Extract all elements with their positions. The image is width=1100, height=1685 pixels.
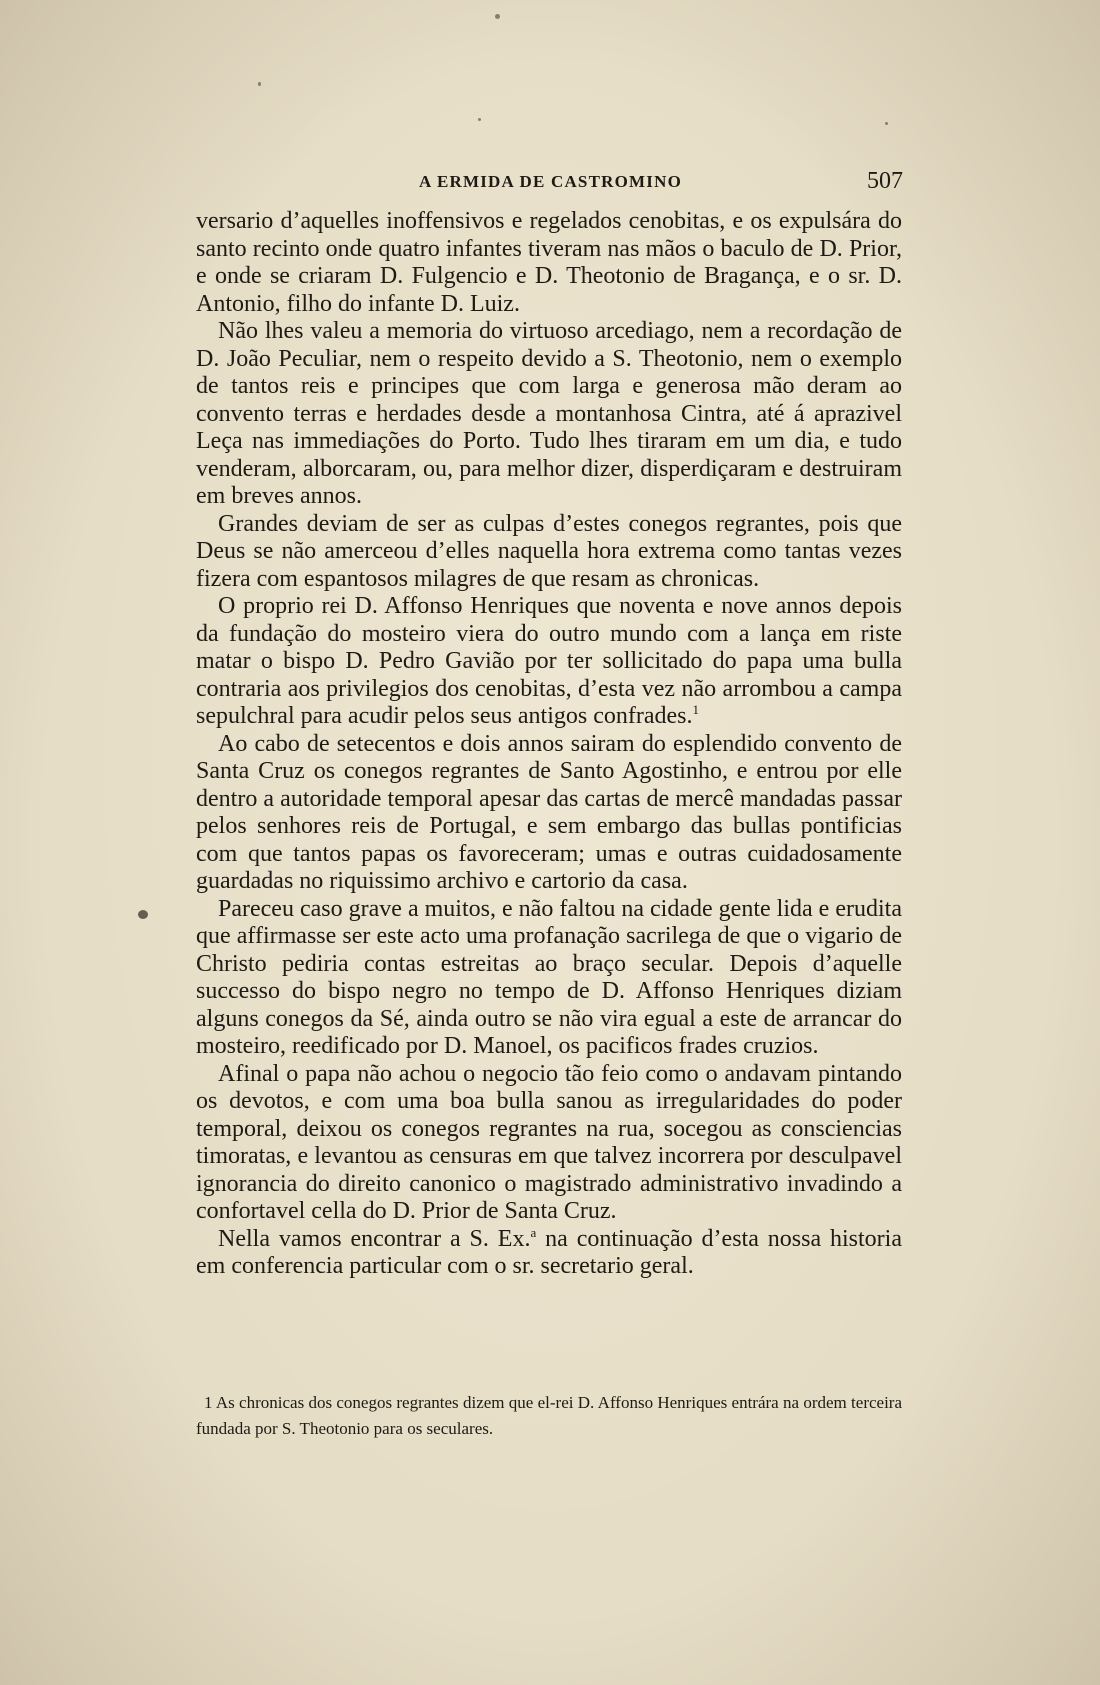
footnote — [196, 1390, 902, 1442]
paper-speck — [138, 910, 148, 919]
page-header — [198, 168, 903, 198]
paragraph: Ao cabo de setecentos e dois annos sairam do esplendido convento de Santa Cruz os conegos regrantes de Santo Agostinho, e entrou por elle dentro a autoridade temporal apesar das cartas de mercê mandadas passar pelos senhores reis de Portugal, e sem embargo das bullas pontificias com que tantos papas os favoreceram; umas e outras cuidadosamente guardadas no riquissimo archivo e cartorio da casa. — [196, 730, 902, 894]
paragraph-text: Nella vamos encontrar a S. Ex. — [218, 1225, 531, 1252]
paper-speck — [258, 82, 261, 86]
running-head: A ERMIDA DE CASTROMINO — [418, 172, 682, 191]
paragraph: Não lhes valeu a memoria do virtuoso arcediago, nem a recordação de D. João Peculiar, nem o respeito devido a S. Theotonio, nem o exemplo de tantos reis e principes que com larga e generosa mão deram ao convento terras e herdades desde a montanhosa Cintra, até á aprazivel Leça nas immediações do Porto. Tudo lhes tiraram em um dia, e tudo venderam, alborcaram, ou, para melhor dizer, disperdiçaram e destruiram em breves annos. — [196, 318, 902, 509]
page-number: 507 — [867, 168, 903, 194]
paper-speck — [885, 122, 888, 125]
paper-speck — [478, 118, 481, 121]
paragraph — [196, 1226, 902, 1281]
paragraph: Grandes deviam de ser as culpas d’estes conegos regrantes, pois que Deus se não amerceou d’elles naquella hora extrema como tantas vezes fizera com espantosos milagres de que resam as chronicas. — [196, 510, 902, 592]
footnote-reference: 1 — [692, 702, 699, 717]
paragraph-text: na continuação d’esta nossa historia em conferencia particular com o sr. secretario geral. — [196, 1225, 902, 1279]
paragraph: Pareceu caso grave a muitos, e não faltou na cidade gente lida e erudita que affirmasse ser este acto uma profanação sacrilega de que o vigario de Christo pediria contas estreitas ao braço secular. Depois d’aquelle successo do bispo negro no tempo de D. Affonso Henriques diziam alguns conegos da Sé, ainda outro se não vira egual a este de arrancar do mosteiro, reedificado por D. Manoel, os pacificos frades cruzios. — [196, 895, 902, 1059]
footnote-text: As chronicas dos conegos regrantes dizem que el-rei D. Affonso Henriques entrára na ordem terceira fundada por S. Theotonio para os seculares. — [196, 1393, 903, 1438]
paragraph-text: O proprio rei D. Affonso Henriques que noventa e nove annos depois da fundação do mosteiro viera do outro mundo com a lança em riste matar o bispo D. Pedro Gavião por ter sollicitado do papa uma bulla contraria aos privilegios dos cenobitas, d’esta vez não arrombou a campa sepulchral para acudir pelos seus antigos confrades. — [196, 593, 902, 729]
paragraph: Afinal o papa não achou o negocio tão feio como o andavam pintando os devotos, e com uma boa bulla sanou as irregularidades do poder temporal, deixou os conegos regrantes na rua, socegou as consciencias timoratas, e levantou as censuras em que talvez incorrera por desculpavel ignorancia do direito canonico o magistrado administrativo invadindo a confortavel cella do D. Prior de Santa Cruz. — [196, 1060, 902, 1224]
footnote-marker: 1 — [204, 1393, 213, 1412]
superscript-abbreviation: a — [530, 1224, 537, 1240]
paper-speck — [495, 14, 500, 19]
paragraph: versario d’aquelles inoffensivos e regelados cenobitas, e os expulsára do santo recinto onde quatro infantes tiveram nas mãos o baculo de D. Prior, e onde se criaram D. Fulgencio e D. Theotonio de Bragança, e o sr. D. Antonio, filho do infante D. Luiz. — [196, 208, 902, 317]
footnotes — [196, 1390, 902, 1442]
body-text — [196, 208, 902, 1281]
paragraph — [196, 593, 902, 731]
